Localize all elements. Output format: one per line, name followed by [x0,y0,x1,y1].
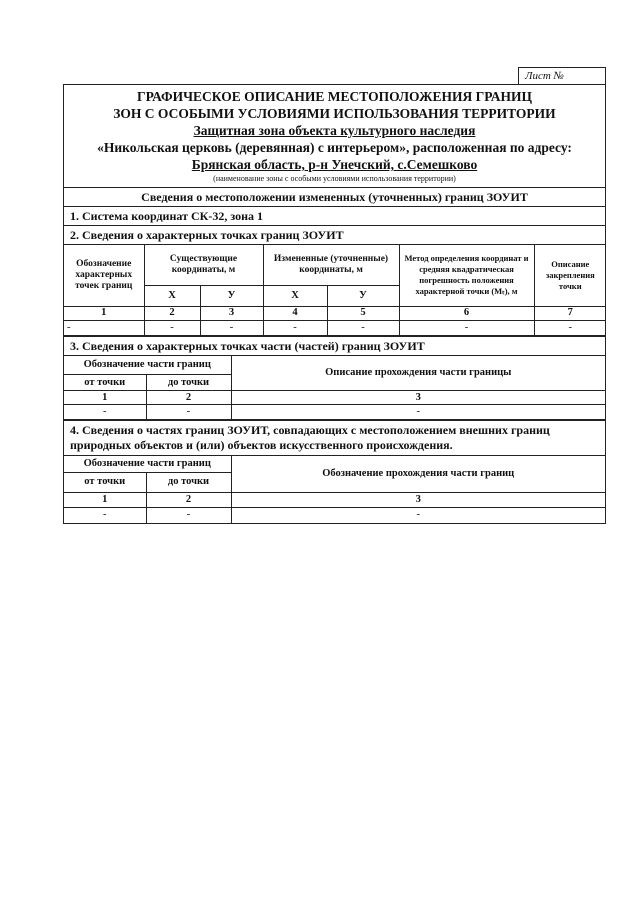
table-number-row [64,391,605,405]
table-row [64,405,605,420]
column-number: 2 [146,492,231,507]
table-number-row [64,492,605,507]
column-number: 2 [144,306,200,320]
table-cell: - [200,320,263,335]
col-header-part: Обозначение части границ [64,456,231,472]
table-cell: - [231,507,605,523]
col-header-description: Обозначение прохождения части границ [231,456,605,492]
section-4-title [64,421,605,456]
section-1-coordinate-system: 1. Система координат СК-32, зона 1 [64,207,605,226]
col-header-existing-x: Х [144,285,200,306]
sheet-label: Лист № [525,70,564,82]
table-row [64,320,606,335]
col-header-existing: Существующие координаты, м [144,245,263,285]
table-cell: - [64,507,146,523]
table-cell: - [64,320,144,335]
section-2-table [64,245,605,337]
column-number: 1 [64,492,146,507]
column-number: 3 [200,306,263,320]
col-header-from-point: от точки [64,375,146,391]
object-name: «Никольская церковь (деревянная) с интерьером», расположенная по адресу: [97,140,572,155]
sheet-number-box [518,67,606,84]
col-header-method: Метод определения координат и средняя квадратическая погрешность положения характерной точки (Mₜ), м [399,245,534,306]
column-number: 3 [231,391,605,405]
table-cell: - [231,405,605,420]
col-header-from-point: от точки [64,472,146,492]
section-2-title: 2. Сведения о характерных точках границ ЗОУИТ [64,226,605,245]
info-title: Сведения о местоположении измененных (уточненных) границ ЗОУИТ [64,188,605,207]
col-header-to-point: до точки [146,375,231,391]
table-cell: - [534,320,606,335]
table-cell: - [144,320,200,335]
section-3-title: 3. Сведения о характерных точках части (частей) границ ЗОУИТ [64,337,605,356]
column-number: 2 [146,391,231,405]
column-number: 5 [327,306,399,320]
section-3-table [64,356,605,422]
table-cell: - [263,320,327,335]
col-header-changed-y: У [327,285,399,306]
document-header [64,85,605,188]
col-header-description: Описание прохождения части границы [231,356,605,391]
section-4-title-line-1: 4. Сведения о частях границ ЗОУИТ, совпадающих с местоположением внешних границ [70,423,550,437]
section-4-title-line-2: природных объектов и (или) объектов искусственного происхождения. [70,438,453,452]
document-frame [63,84,606,524]
title-line-1: ГРАФИЧЕСКОЕ ОПИСАНИЕ МЕСТОПОЛОЖЕНИЯ ГРАНИЦ [136,89,533,104]
column-number: 7 [534,306,606,320]
col-header-fixing: Описание закрепления точки [534,245,606,306]
table-cell: - [146,507,231,523]
zone-caption: (наименование зоны с особыми условиями использования территории) [213,174,456,183]
column-number: 1 [64,391,146,405]
column-number: 6 [399,306,534,320]
table-row [64,507,605,523]
table-cell: - [64,405,146,420]
col-header-designation: Обозначение характерных точек границ [64,245,144,306]
col-header-to-point: до точки [146,472,231,492]
title-line-2: ЗОН С ОСОБЫМИ УСЛОВИЯМИ ИСПОЛЬЗОВАНИЯ ТЕРРИТОРИИ [113,106,556,121]
section-4-table [64,456,605,523]
table-number-row [64,306,606,320]
col-header-existing-y: У [200,285,263,306]
object-address: Брянская область, р-н Унечский, с.Семешково [191,157,478,172]
column-number: 3 [231,492,605,507]
column-number: 4 [263,306,327,320]
col-header-part: Обозначение части границ [64,356,231,375]
column-number: 1 [64,306,144,320]
col-header-changed: Измененные (уточненные) координаты, м [263,245,399,285]
table-cell: - [146,405,231,420]
zone-type: Защитная зона объекта культурного наследия [193,123,476,138]
table-cell: - [327,320,399,335]
table-cell: - [399,320,534,335]
col-header-changed-x: Х [263,285,327,306]
